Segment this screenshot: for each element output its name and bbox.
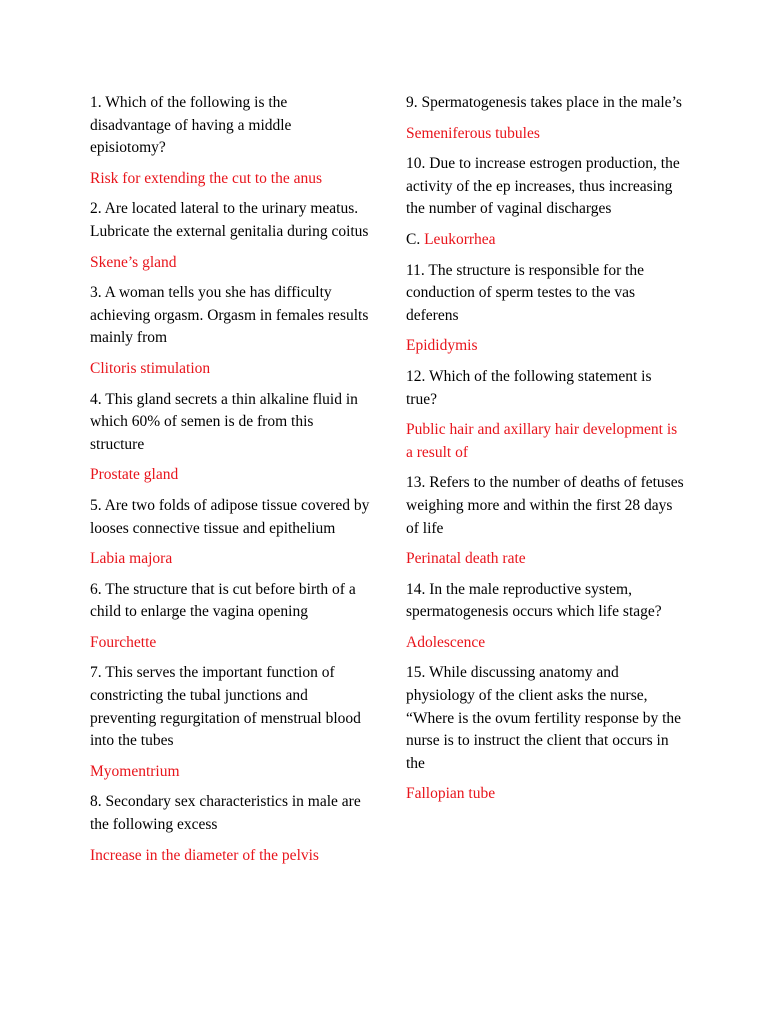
qa-item-3 bbox=[90, 282, 370, 380]
question-text: 6. The structure that is cut before birth of a child to enlarge the vagina opening bbox=[90, 580, 356, 621]
qa-item-14 bbox=[406, 579, 686, 655]
answer-text: Epididymis bbox=[406, 337, 478, 355]
answer-text: Myomentrium bbox=[90, 762, 180, 780]
answer-text: Fallopian tube bbox=[406, 785, 496, 803]
qa-item-7 bbox=[90, 662, 370, 783]
answer-text: Skene’s gland bbox=[90, 253, 177, 271]
qa-item-9 bbox=[406, 92, 686, 145]
qa-item-12 bbox=[406, 366, 686, 464]
question-text: 5. Are two folds of adipose tissue covered by looses connective tissue and epithelium bbox=[90, 496, 370, 537]
answer-choice-prefix: C. bbox=[406, 230, 425, 248]
qa-item-6 bbox=[90, 579, 370, 655]
answer-line bbox=[406, 229, 686, 252]
left-column bbox=[90, 92, 370, 875]
answer-text: Semeniferous tubules bbox=[406, 124, 540, 142]
qa-item-15 bbox=[406, 662, 686, 806]
answer-text: Prostate gland bbox=[90, 466, 179, 484]
qa-item-4 bbox=[90, 389, 370, 487]
qa-item-11 bbox=[406, 260, 686, 358]
question-text: 8. Secondary sex characteristics in male are the following excess bbox=[90, 793, 361, 834]
qa-item-1 bbox=[90, 92, 370, 190]
question-text: 9. Spermatogenesis takes place in the male’s bbox=[406, 94, 682, 111]
answer-text: Adolescence bbox=[406, 633, 486, 651]
question-text: 7. This serves the important function of constricting the tubal junctions and preventing regurgitation of menstrual blood into the tubes bbox=[90, 664, 361, 750]
question-text: 15. While discussing anatomy and physiology of the client asks the nurse, “Where is the ovum fertility response by the nurse is to instruct the client that occurs in the bbox=[406, 664, 682, 772]
answer-text: Labia majora bbox=[90, 550, 173, 568]
question-text: 4. This gland secrets a thin alkaline fluid in which 60% of semen is de from this structure bbox=[90, 390, 358, 453]
qa-item-13 bbox=[406, 472, 686, 570]
answer-text: Clitoris stimulation bbox=[90, 359, 211, 377]
question-text: 13. Refers to the number of deaths of fetuses weighing more and within the first 28 days of life bbox=[406, 474, 684, 537]
question-text: 11. The structure is responsible for the conduction of sperm testes to the vas deferens bbox=[406, 261, 645, 324]
answer-text: Risk for extending the cut to the anus bbox=[90, 169, 323, 187]
question-text: 2. Are located lateral to the urinary meatus. Lubricate the external genitalia during coitus bbox=[90, 200, 369, 240]
qa-item-5 bbox=[90, 495, 370, 571]
answer-text: Increase in the diameter of the pelvis bbox=[90, 846, 319, 864]
question-text: 3. A woman tells you she has difficulty achieving orgasm. Orgasm in females results mainly from bbox=[90, 284, 369, 347]
answer-text: Fourchette bbox=[90, 633, 157, 651]
right-column bbox=[406, 92, 686, 814]
qa-item-10 bbox=[406, 153, 686, 251]
question-text: 10. Due to increase estrogen production, the activity of the ep increases, thus increasing the number of vaginal discharges bbox=[406, 155, 680, 218]
answer-text: Public hair and axillary hair development is a result of bbox=[406, 421, 678, 461]
answer-text: Perinatal death rate bbox=[406, 550, 526, 568]
qa-item-2 bbox=[90, 198, 370, 274]
question-text: 1. Which of the following is the disadvantage of having a middle episiotomy? bbox=[90, 94, 292, 157]
question-text: 12. Which of the following statement is true? bbox=[406, 367, 652, 408]
qa-item-8 bbox=[90, 791, 370, 867]
answer-text: Leukorrhea bbox=[424, 230, 496, 248]
question-text: 14. In the male reproductive system, spermatogenesis occurs which life stage? bbox=[406, 580, 662, 621]
